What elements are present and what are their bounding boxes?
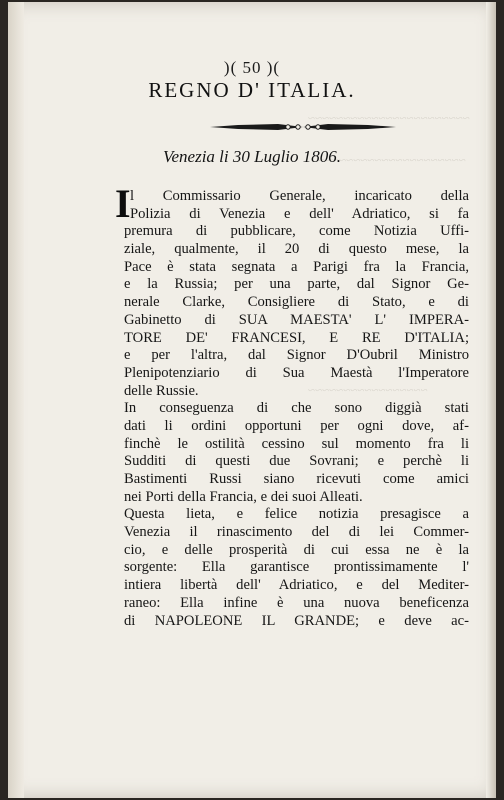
text-line: Sudditi di questi due Sovrani; e perchè li [124, 453, 469, 470]
page-heading: REGNO D' ITALIA. [148, 78, 356, 102]
show-through-text: ~~~~~~~~~~~~~~~~~~~~~ [318, 152, 466, 167]
text-line: ziale, qualmente, il 20 di questo mese, la [124, 241, 469, 258]
text-line: Gabinetto di SUA MAESTA' L' IMPERA- [124, 311, 469, 328]
page-gutter [8, 2, 24, 798]
text-line: Bastimenti Russi siano ricevuti come amici [124, 471, 469, 487]
paragraph-1 [115, 181, 469, 400]
dateline: Venezia li 30 Luglio 1806. [162, 147, 342, 166]
text-line: nei Porti della Francia, e dei suoi Alleati. [124, 488, 363, 505]
text-line: sorgente: Ella garantisce prontissimamente l' [124, 559, 469, 576]
text-line: finchè le ostilità cessino sul momento fra li [124, 435, 469, 452]
text-line: Plenipotenziario di Sua Maestà l'Imperatore [124, 364, 469, 381]
text-line: e per l'altra, dal Signor D'Oubril Ministro [124, 347, 469, 364]
page-edge [486, 2, 496, 798]
ornament-rule [208, 120, 398, 134]
text-line: Pace è stata segnata a Parigi fra la Francia, [124, 258, 469, 275]
text-line: Venezia il rinascimento del di lei Commer- [124, 524, 469, 541]
text-line: l Commissario Generale, incaricato della [130, 188, 469, 204]
text-line: delle Russie. [124, 382, 199, 399]
text-line: di NAPOLEONE IL GRANDE; e deve ac- [124, 612, 469, 629]
text-line: nerale Clarke, Consigliere di Stato, e di [124, 294, 469, 311]
text-line: dati li ordini opportuni per ogni dove, af- [124, 417, 469, 434]
paragraph-2 [124, 400, 469, 506]
text-line: premura di pubblicare, come Notizia Uffi- [124, 223, 469, 240]
book-page [8, 2, 496, 798]
drop-cap: I [115, 181, 131, 226]
paragraph-3 [124, 506, 469, 630]
text-line: raneo: Ella infine è una nuova beneficenza [124, 594, 469, 611]
text-line: e la Russia; per una parte, dal Signor Ge- [124, 276, 469, 293]
body-text [115, 181, 469, 630]
text-line: intiera libertà dell' Adriatico, e del Mediter- [124, 577, 469, 594]
page-number: )( 50 )( [223, 58, 281, 77]
text-line: Polizia di Venezia e dell' Adriatico, si fa [130, 205, 469, 222]
show-through-text: ~~~~~~~~~~~~~~~~~ [308, 382, 428, 397]
text-line: Questa lieta, e felice notizia presagisce a [124, 506, 469, 523]
text-line: In conseguenza di che sono diggià stati [124, 400, 469, 417]
show-through-text: ~~~~~~~~~~~~~~~~~~~~~~~ [308, 110, 470, 125]
text-line: TORE DE' FRANCESI, E RE D'ITALIA; [124, 329, 469, 346]
text-line: cio, e delle prosperità di cui essa ne è la [124, 541, 469, 558]
